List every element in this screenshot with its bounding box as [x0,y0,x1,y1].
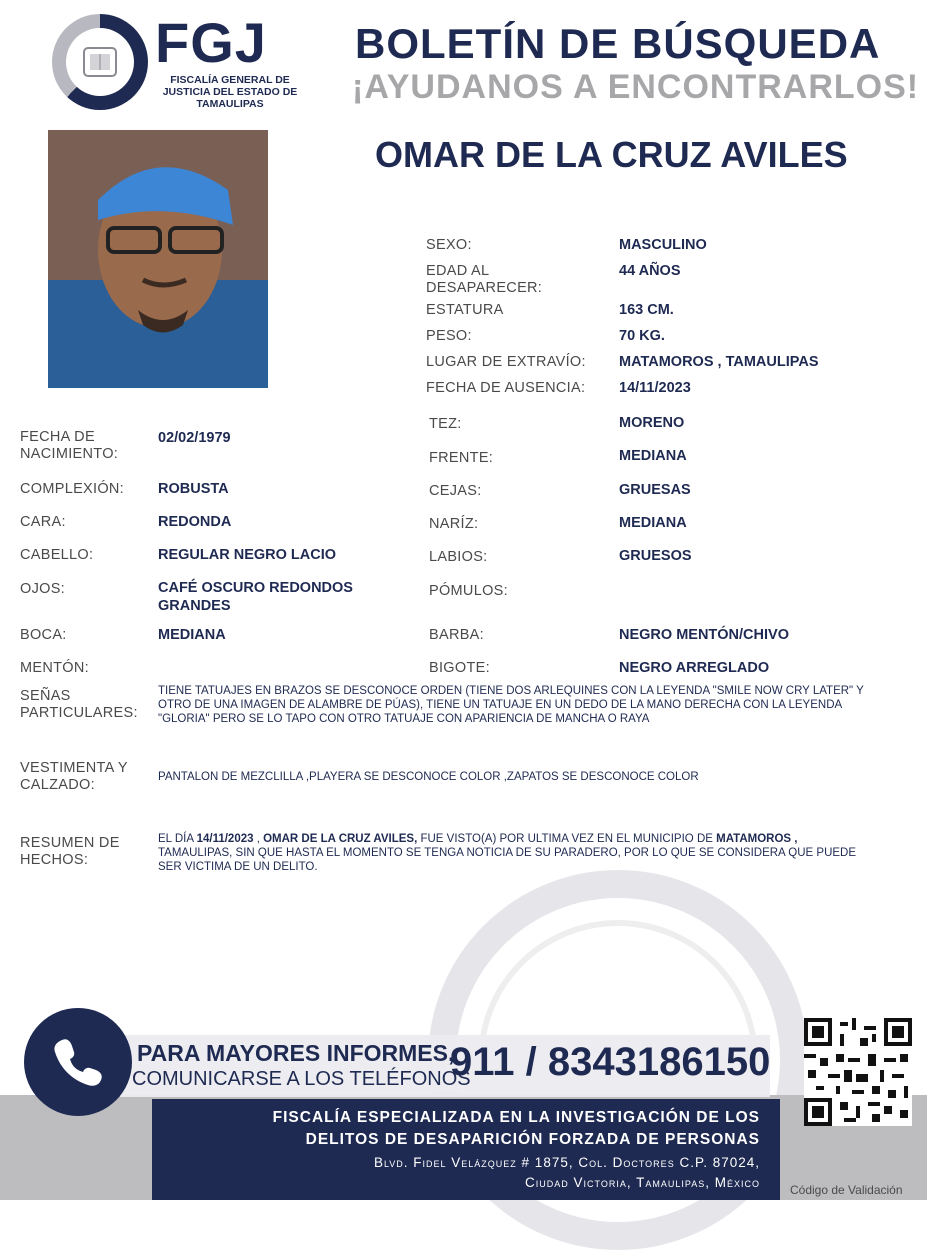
page-title: BOLETÍN DE BÚSQUEDA [355,20,881,67]
office-box [152,1099,780,1200]
fecha-nacimiento-value: 02/02/1979 [158,430,231,446]
qr-code[interactable] [804,1018,912,1126]
phone-icon [24,1008,132,1116]
address-line-1: Blvd. Fidel Velázquez # 1875, Col. Doctores C.P. 87024, [373,1155,760,1170]
cara-value: REDONDA [158,514,232,530]
edad-value: 44 AÑOS [619,263,681,279]
state-seal-icon [66,28,134,96]
fecha-nacimiento-label: FECHA DE NACIMIENTO: [20,429,119,462]
person-photo [48,130,268,388]
boca-label: BOCA: [20,627,67,643]
logo-text: FGJ [155,11,267,74]
bigote-label: BIGOTE: [429,660,490,676]
sexo-value: MASCULINO [619,237,707,253]
senas-label: SEÑAS PARTICULARES: [20,688,138,721]
info-line-1: PARA MAYORES INFORMES, [137,1040,455,1066]
page-subtitle: ¡AYUDANOS A ENCONTRARLOS! [352,68,920,106]
tez-value: MORENO [619,415,685,431]
labios-label: LABIOS: [429,549,488,565]
barba-label: BARBA: [429,627,484,643]
lugar-value: MATAMOROS , TAMAULIPAS [619,354,819,370]
cabello-label: CABELLO: [20,547,94,563]
complexion-value: ROBUSTA [158,481,229,497]
bigote-value: NEGRO ARREGLADO [619,660,770,676]
logo-subtext: FISCALÍA GENERAL DE JUSTICIA DEL ESTADO DE TAMAULIPAS [162,74,298,110]
frente-value: MEDIANA [619,448,687,464]
cejas-value: GRUESAS [619,482,691,498]
resumen-label: RESUMEN DE HECHOS: [20,835,120,868]
peso-value: 70 KG. [619,328,665,344]
info-line-2: COMUNICARSE A LOS TELÉFONOS [132,1068,471,1090]
office-line-2: DELITOS DE DESAPARICIÓN FORZADA DE PERSONAS [305,1131,760,1148]
tez-label: TEZ: [429,416,462,432]
resumen-text: EL DÍA 14/11/2023 , OMAR DE LA CRUZ AVILES, FUE VISTO(A) POR ULTIMA VEZ EN EL MUNICIPIO DE MATAMOROS , TAMAULIPAS, SIN QUE HASTA EL MOMENTO SE TENGA NOTICIA DE SU PARADERO, POR LO QUE SE CONSIDERA QUE PUEDE SER VICTIMA DE UN DELITO. [158,833,857,873]
pomulos-label: PÓMULOS: [429,583,508,599]
qr-label: Código de Validación [790,1183,903,1197]
cara-label: CARA: [20,514,66,530]
missing-person-name: OMAR DE LA CRUZ AVILES [375,134,848,175]
boca-value: MEDIANA [158,627,226,643]
complexion-label: COMPLEXIÓN: [20,481,125,497]
vestimenta-label: VESTIMENTA Y CALZADO: [20,760,128,793]
lugar-label: LUGAR DE EXTRAVÍO: [426,354,586,370]
sexo-label: SEXO: [426,237,472,253]
phone-numbers: 911 / 8343186150 [450,1040,771,1084]
fecha-ausencia-value: 14/11/2023 [619,380,691,396]
ojos-label: OJOS: [20,581,66,597]
address-line-2: Ciudad Victoria, Tamaulipas, México [525,1175,760,1190]
cejas-label: CEJAS: [429,483,482,499]
estatura-value: 163 CM. [619,302,674,318]
edad-label: EDAD AL DESAPARECER: [426,263,543,296]
labios-value: GRUESOS [619,548,692,564]
menton-label: MENTÓN: [20,660,89,676]
nariz-label: NARÍZ: [429,516,479,532]
estatura-label: ESTATURA [426,302,504,318]
senas-text: TIENE TATUAJES EN BRAZOS SE DESCONOCE ORDEN (TIENE DOS ARLEQUINES CON LA LEYENDA "SMILE NOW CRY LATER" Y OTRO DE UNA IMAGEN DE ALAMBRE DE PÚAS), TIENE UN TATUAJE EN UN DEDO DE LA MANO DERECHA CON LA LEYENDA "GLORIA" PERO SE LO TAPO CON OTRO TATUAJE CON APARIENCIA DE MANCHA O RAYA [158,685,864,725]
peso-label: PESO: [426,328,472,344]
fecha-ausencia-label: FECHA DE AUSENCIA: [426,380,586,396]
barba-value: NEGRO MENTÓN/CHIVO [619,627,789,643]
frente-label: FRENTE: [429,450,494,466]
ojos-value: CAFÉ OSCURO REDONDOS GRANDES [158,580,353,614]
office-line-1: FISCALÍA ESPECIALIZADA EN LA INVESTIGACIÓN DE LOS [272,1109,760,1126]
cabello-value: REGULAR NEGRO LACIO [158,547,337,563]
nariz-value: MEDIANA [619,515,687,531]
vestimenta-text: PANTALON DE MEZCLILLA ,PLAYERA SE DESCONOCE COLOR ,ZAPATOS SE DESCONOCE COLOR [158,771,699,783]
